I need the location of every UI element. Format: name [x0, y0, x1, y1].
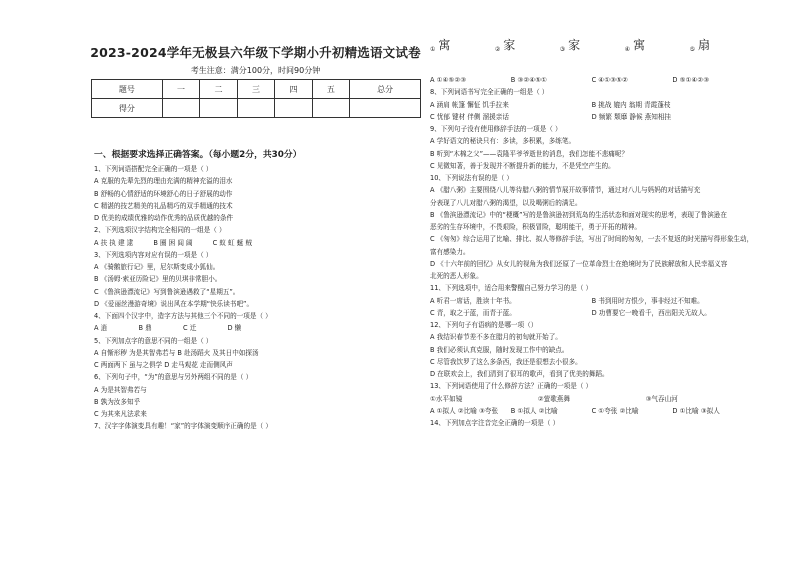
question-text: 北死的恶人形象。 — [430, 272, 483, 280]
question-line — [430, 393, 753, 405]
glyph-number: ④ — [624, 46, 631, 53]
question-text: B 听到“木棉之父”——袁隆平爷爷逝世的消息，我们怎能不悲痛呢？ — [430, 149, 629, 158]
score-input-cell — [312, 99, 349, 118]
answer-option: A ①拟人 ②比喻 ③夸张 — [430, 406, 499, 415]
question-text: B 《鲁滨逊漂流记》中的“梗概”写的是鲁滨逊初到荒岛的生活状态和面对现实的思考，表现了鲁滨逊在 — [430, 210, 727, 219]
question-line — [430, 160, 753, 172]
question-line — [94, 420, 272, 432]
question-text: 1、下列词语搭配完全正确的一项是（ ） — [94, 165, 213, 173]
question-line — [94, 408, 272, 420]
question-line — [94, 175, 272, 187]
question-text: C 尽管我饮罗了这么多条西，我还是很想去小很多。 — [430, 357, 582, 366]
question-line — [430, 295, 753, 307]
score-table-score-row — [92, 99, 421, 118]
font-evolution-images — [430, 36, 710, 53]
question-text: B 孰为汝多知乎 — [94, 397, 141, 406]
question-text: B 舒畅的心情舒适的环境舒心的日子舒展的动作 — [94, 189, 233, 198]
question-line — [430, 135, 753, 147]
question-text: 10、下列说法有误的是（ ） — [430, 174, 514, 182]
question-text: C 精湛的技艺精美的礼品精巧的双手精通的技术 — [94, 201, 233, 210]
question-line — [94, 212, 272, 224]
question-line — [94, 286, 272, 298]
answer-option: D 懒 — [227, 324, 242, 333]
question-text: 6、下列句子中，“为”的意思与另外两组不同的是（ ） — [94, 373, 253, 382]
question-text: 富有感染力。 — [430, 247, 470, 256]
question-line — [94, 396, 272, 408]
question-line — [430, 111, 753, 123]
answer-option: B 圈 困 闾 阔 — [153, 238, 193, 247]
glyph-option — [495, 36, 515, 53]
question-text: A 我结识春节差不多在腊月的初旬就开始了。 — [430, 333, 562, 342]
question-text: D 《十六年前的回忆》从女儿的视角为我们还原了一位革命烈士在绝境时为了民族解放和人民幸福义容 — [430, 259, 728, 268]
question-text: C 《鲁滨逊漂流记》写到鲁滨逊遇救了“星期五”。 — [94, 287, 240, 296]
question-line — [94, 359, 272, 371]
question-line — [94, 322, 272, 334]
question-text: D 在联欢会上，我们清到了很耳的歌声，看到了优美的舞蹈。 — [430, 370, 609, 378]
question-text: 4、下面四个汉字中，造字方法与其他三个不同的一项是（ ） — [94, 312, 272, 320]
question-text: D 《爱丽丝漫游奇境》说出风在本学期“快乐读书吧”。 — [94, 299, 254, 308]
question-line — [94, 163, 272, 175]
question-line — [430, 270, 753, 282]
question-line — [94, 384, 272, 396]
question-text: B 《汤姆·索亚历险记》里的贝琪非常胆小。 — [94, 275, 222, 284]
question-line — [430, 258, 753, 270]
answer-option: C 忧郁 键材 伴侧 溜援亲话 — [430, 112, 509, 121]
ancient-character-icon: 寓 — [438, 38, 451, 52]
question-line — [94, 310, 272, 322]
ancient-character-icon: 家 — [568, 38, 581, 52]
glyph-number: ⑤ — [689, 46, 695, 53]
answer-option: A 听君一席话，胜读十年书。 — [430, 296, 516, 305]
score-cell: 四 — [275, 80, 312, 99]
ancient-character-icon: 家 — [503, 38, 516, 52]
question-line — [430, 74, 753, 86]
score-input-cell — [200, 99, 237, 118]
question-line — [94, 335, 272, 347]
answer-option: B ①拟人 ②比喻 — [510, 406, 558, 415]
score-cell: 一 — [162, 80, 199, 99]
question-line — [430, 184, 753, 196]
score-table — [91, 79, 421, 118]
question-text: A 《骑鹅旅行记》里，尼尔斯变成小狐仙。 — [94, 263, 220, 271]
question-line — [430, 331, 753, 343]
left-question-list — [94, 163, 272, 433]
score-cell: 二 — [200, 80, 237, 99]
question-line — [94, 237, 272, 249]
answer-option: B 书到用时方恨少，事非经过不知难。 — [591, 296, 704, 305]
question-line — [94, 273, 272, 285]
question-line — [430, 380, 753, 392]
answer-option: D ①比喻 ③拟人 — [672, 406, 720, 415]
answer-option: D 功曹要它一晚看千，西出阳关无故人。 — [591, 308, 711, 317]
glyph-option — [690, 36, 710, 53]
ancient-character-icon: 扇 — [697, 38, 710, 52]
question-text: C 见微知著，善于发现并不断提升新的能力，不是凭空产生的。 — [430, 161, 615, 170]
glyph-number: ③ — [559, 46, 566, 53]
question-line — [430, 172, 753, 184]
answer-option: C 迁 — [183, 324, 197, 333]
answer-option: D ⑤①④②③ — [672, 76, 710, 84]
question-text: C 两面两下 虽与之俱学 D 走马观花 走而侧风声 — [94, 361, 233, 369]
question-line — [430, 368, 753, 380]
score-cell: 得分 — [92, 99, 163, 118]
question-text: 分表现了八儿对腊八粥的渴望，以及喝粥后的满足。 — [430, 198, 582, 207]
question-line — [430, 99, 753, 111]
score-table-header-row — [92, 80, 421, 99]
glyph-option — [560, 36, 580, 53]
question-text: 3、下列选项内容对应有误的一项是（ ） — [94, 250, 213, 259]
question-text: A 为是其智弗若与 — [94, 385, 147, 394]
question-line — [430, 148, 753, 160]
answer-option: A ①④⑤②③ — [430, 76, 467, 84]
question-line — [430, 221, 753, 233]
question-line — [94, 224, 272, 236]
answer-option: A 涵肩 帐篷 懈怔 饥手拉来 — [430, 100, 509, 109]
glyph-option — [430, 36, 450, 53]
question-line — [94, 249, 272, 261]
question-line — [94, 298, 272, 310]
question-text: 14、下列加点字注音完全正确的一项是（ ） — [430, 419, 560, 427]
question-text: 恶劣的生存环境中，不畏艰险，积极冒险，聪明能干，勇于开拓的精神。 — [430, 223, 641, 231]
question-text: A 《腊八粥》主要围绕八儿等待腊八粥的情节展开故事情节，通过对八儿与妈妈的对话描写充 — [430, 186, 701, 195]
question-text: B 我们必须认真克服，随时发现工作中的缺点。 — [430, 345, 569, 354]
score-input-cell — [275, 99, 312, 118]
question-text: 11、下列选项中，适合用来警醒自己努力学习的是（ ） — [430, 284, 593, 293]
question-text: 5、下列加点字的意思不同的一组是（ ） — [94, 336, 213, 345]
question-line — [430, 233, 753, 245]
glyph-number: ① — [430, 46, 436, 53]
question-line — [430, 209, 753, 221]
answer-option: B 挑战 媲内 翁期 青霞蓬枝 — [591, 100, 671, 109]
question-line — [94, 371, 272, 383]
answer-option: ③气吞山河 — [645, 394, 678, 403]
answer-option: A 逍 — [94, 324, 108, 333]
question-line — [430, 123, 753, 135]
question-line — [94, 347, 272, 359]
question-line — [94, 261, 272, 273]
question-line — [430, 417, 753, 429]
question-line — [430, 344, 753, 356]
score-cell: 三 — [237, 80, 274, 99]
question-text: 8、下列词语书写完全正确的一组是（ ） — [430, 88, 549, 97]
question-line — [430, 282, 753, 294]
question-line — [430, 319, 753, 331]
question-text: A 学好语文的秘诀只有：多读，多积累，多练笔。 — [430, 137, 576, 146]
exam-title: 2023-2024学年无极县六年级下学期小升初精选语文试卷 — [90, 45, 421, 60]
answer-option: B 鼎 — [138, 324, 152, 333]
score-input-cell — [237, 99, 274, 118]
question-text: 13、下列词语使用了什么修辞方法？正确的一项是（ ） — [430, 382, 593, 391]
answer-option: C ④①③⑤② — [591, 76, 628, 84]
answer-option: A 扶 执 建 逮 — [94, 238, 134, 247]
score-cell: 五 — [312, 80, 349, 99]
question-line — [430, 246, 753, 258]
answer-option: C 蚁 虹 蜒 贼 — [212, 238, 253, 247]
answer-option: C ①夸张 ②比喻 — [591, 406, 639, 415]
question-line — [94, 188, 272, 200]
question-text: 2、下列选项汉字结构完全相同的一组是（ ） — [94, 226, 226, 235]
question-text: 12、下列句子有语病的是哪一项（） — [430, 321, 538, 329]
answer-option: D 频繁 颓靡 静候 燕知相挂 — [591, 112, 672, 121]
question-text: C 《匆匆》综合运用了比喻、排比、拟人等修辞手法，写出了时间的匆匆，一去不复返的时光描写得形象生动， — [430, 235, 754, 244]
glyph-number: ② — [494, 46, 501, 53]
question-text: A 克服的先辈先烈的理由充满的精神充溢的泪水 — [94, 177, 233, 186]
score-input-cell — [162, 99, 199, 118]
right-question-list — [430, 74, 753, 429]
question-text: 7、汉字字体演变具有趣！“家”的字体演变顺序正确的是（ ） — [94, 422, 272, 431]
glyph-option — [625, 36, 645, 53]
question-text: D 优美的成绩优雅的动作优秀的品质优越的条件 — [94, 214, 234, 222]
question-line — [430, 356, 753, 368]
answer-option: C 青，取之于蓝，而青于蓝。 — [430, 308, 516, 317]
answer-option: ①水平如镜 — [430, 394, 463, 403]
score-cell: 题号 — [92, 80, 163, 99]
ancient-character-icon: 寓 — [633, 38, 646, 52]
exam-subtitle: 考生注意：满分100分，时间90分钟 — [190, 66, 321, 75]
question-text: C 为其来凡法求来 — [94, 410, 147, 418]
question-line — [94, 200, 272, 212]
question-text: A 自惭形秽 为是其智弗若与 B 赴汤蹈火 及其日中如探汤 — [94, 348, 259, 357]
section-heading: 一、根据要求选择正确答案。（每小题2分，共30分） — [94, 150, 302, 160]
score-input-cell — [350, 99, 421, 118]
score-cell: 总分 — [350, 80, 421, 99]
question-line — [430, 86, 753, 98]
question-line — [430, 405, 753, 417]
question-line — [430, 197, 753, 209]
answer-option: B ③②④⑤① — [510, 76, 547, 84]
question-text: 9、下列句子没有使用修辞手法的一项是（ ） — [430, 125, 562, 133]
answer-option: ②萤歌燕舞 — [537, 394, 571, 403]
question-line — [430, 307, 753, 319]
